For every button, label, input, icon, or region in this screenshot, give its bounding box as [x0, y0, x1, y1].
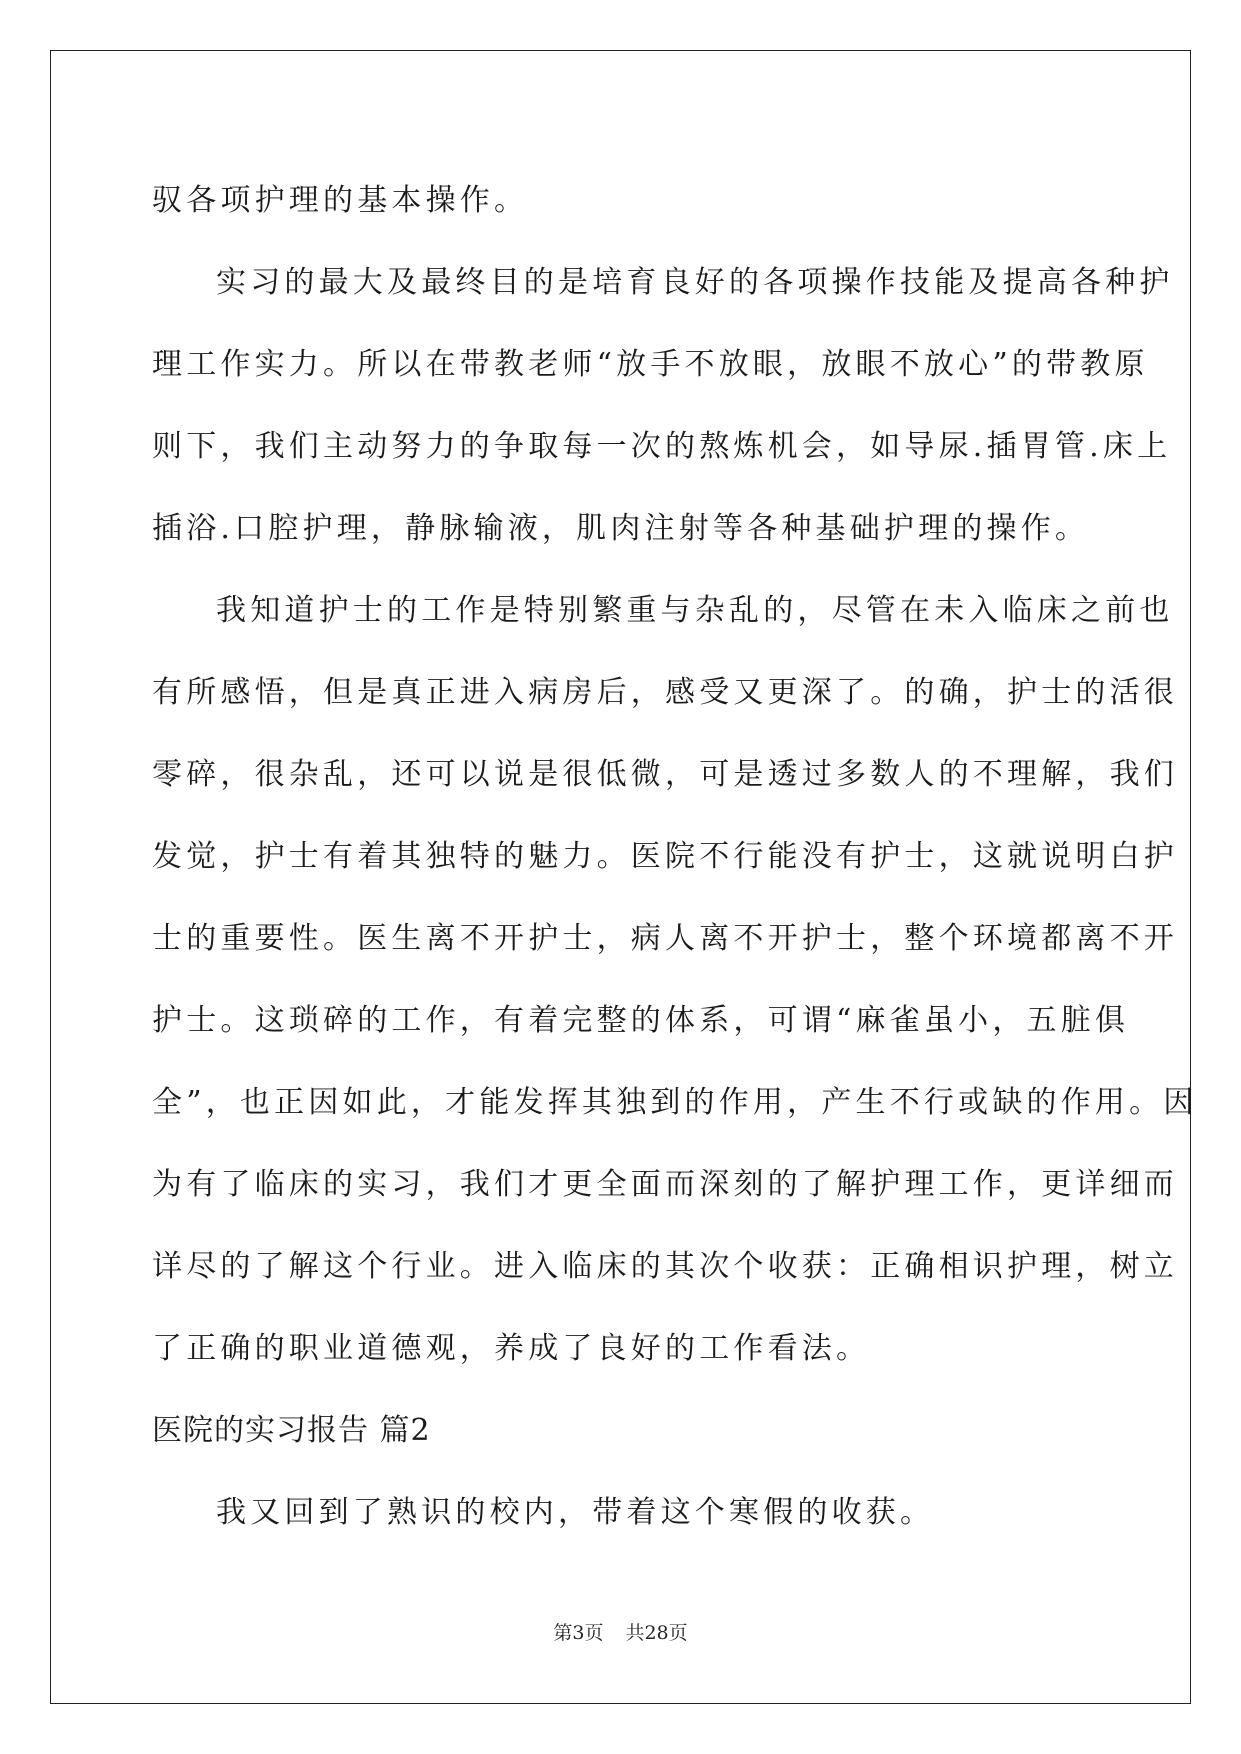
section-heading: 医院的实习报告 篇2 — [152, 1413, 431, 1448]
text-line: 则下，我们主动努力的争取每一次的熬炼机会，如导尿.插胃管.床上 — [152, 429, 1172, 464]
text-line: 发觉，护士有着其独特的魅力。医院不行能没有护士，这就说明白护 — [152, 839, 1178, 874]
paragraph-start-line: 我又回到了熟识的校内，带着这个寒假的收获。 — [216, 1495, 935, 1530]
paragraph-start-line: 实习的最大及最终目的是培育良好的各项操作技能及提高各种护 — [216, 265, 1174, 300]
text-line: 全”，也正因如此，才能发挥其独到的作用，产生不行或缺的作用。因 — [152, 1085, 1198, 1120]
paragraph-start-line: 我知道护士的工作是特别繁重与杂乱的，尽管在未入临床之前也 — [216, 593, 1174, 628]
text-line: 插浴.口腔护理，静脉输液，肌肉注射等各种基础护理的操作。 — [152, 511, 1090, 546]
text-line: 驭各项护理的基本操作。 — [152, 183, 529, 218]
text-line: 了正确的职业道德观，养成了良好的工作看法。 — [152, 1331, 871, 1366]
total-pages: 共28页 — [625, 1622, 688, 1644]
document-body — [152, 160, 1198, 1554]
text-line: 士的重要性。医生离不开护士，病人离不开护士，整个环境都离不开 — [152, 921, 1178, 956]
text-line: 详尽的了解这个行业。进入临床的其次个收获：正确相识护理，树立 — [152, 1249, 1178, 1284]
text-line: 为有了临床的实习，我们才更全面而深刻的了解护理工作，更详细而 — [152, 1167, 1178, 1202]
text-line: 零碎，很杂乱，还可以说是很低微，可是透过多数人的不理解，我们 — [152, 757, 1178, 792]
text-line: 理工作实力。所以在带教老师“放手不放眼，放眼不放心”的带教原 — [152, 347, 1149, 382]
text-line: 护士。这琐碎的工作，有着完整的体系，可谓“麻雀虽小，五脏俱 — [152, 1003, 1130, 1038]
page-number: 第3页 — [553, 1622, 604, 1644]
text-line: 有所感悟，但是真正进入病房后，感受又更深了。的确，护士的活很 — [152, 675, 1178, 710]
page-footer — [0, 1618, 1241, 1645]
